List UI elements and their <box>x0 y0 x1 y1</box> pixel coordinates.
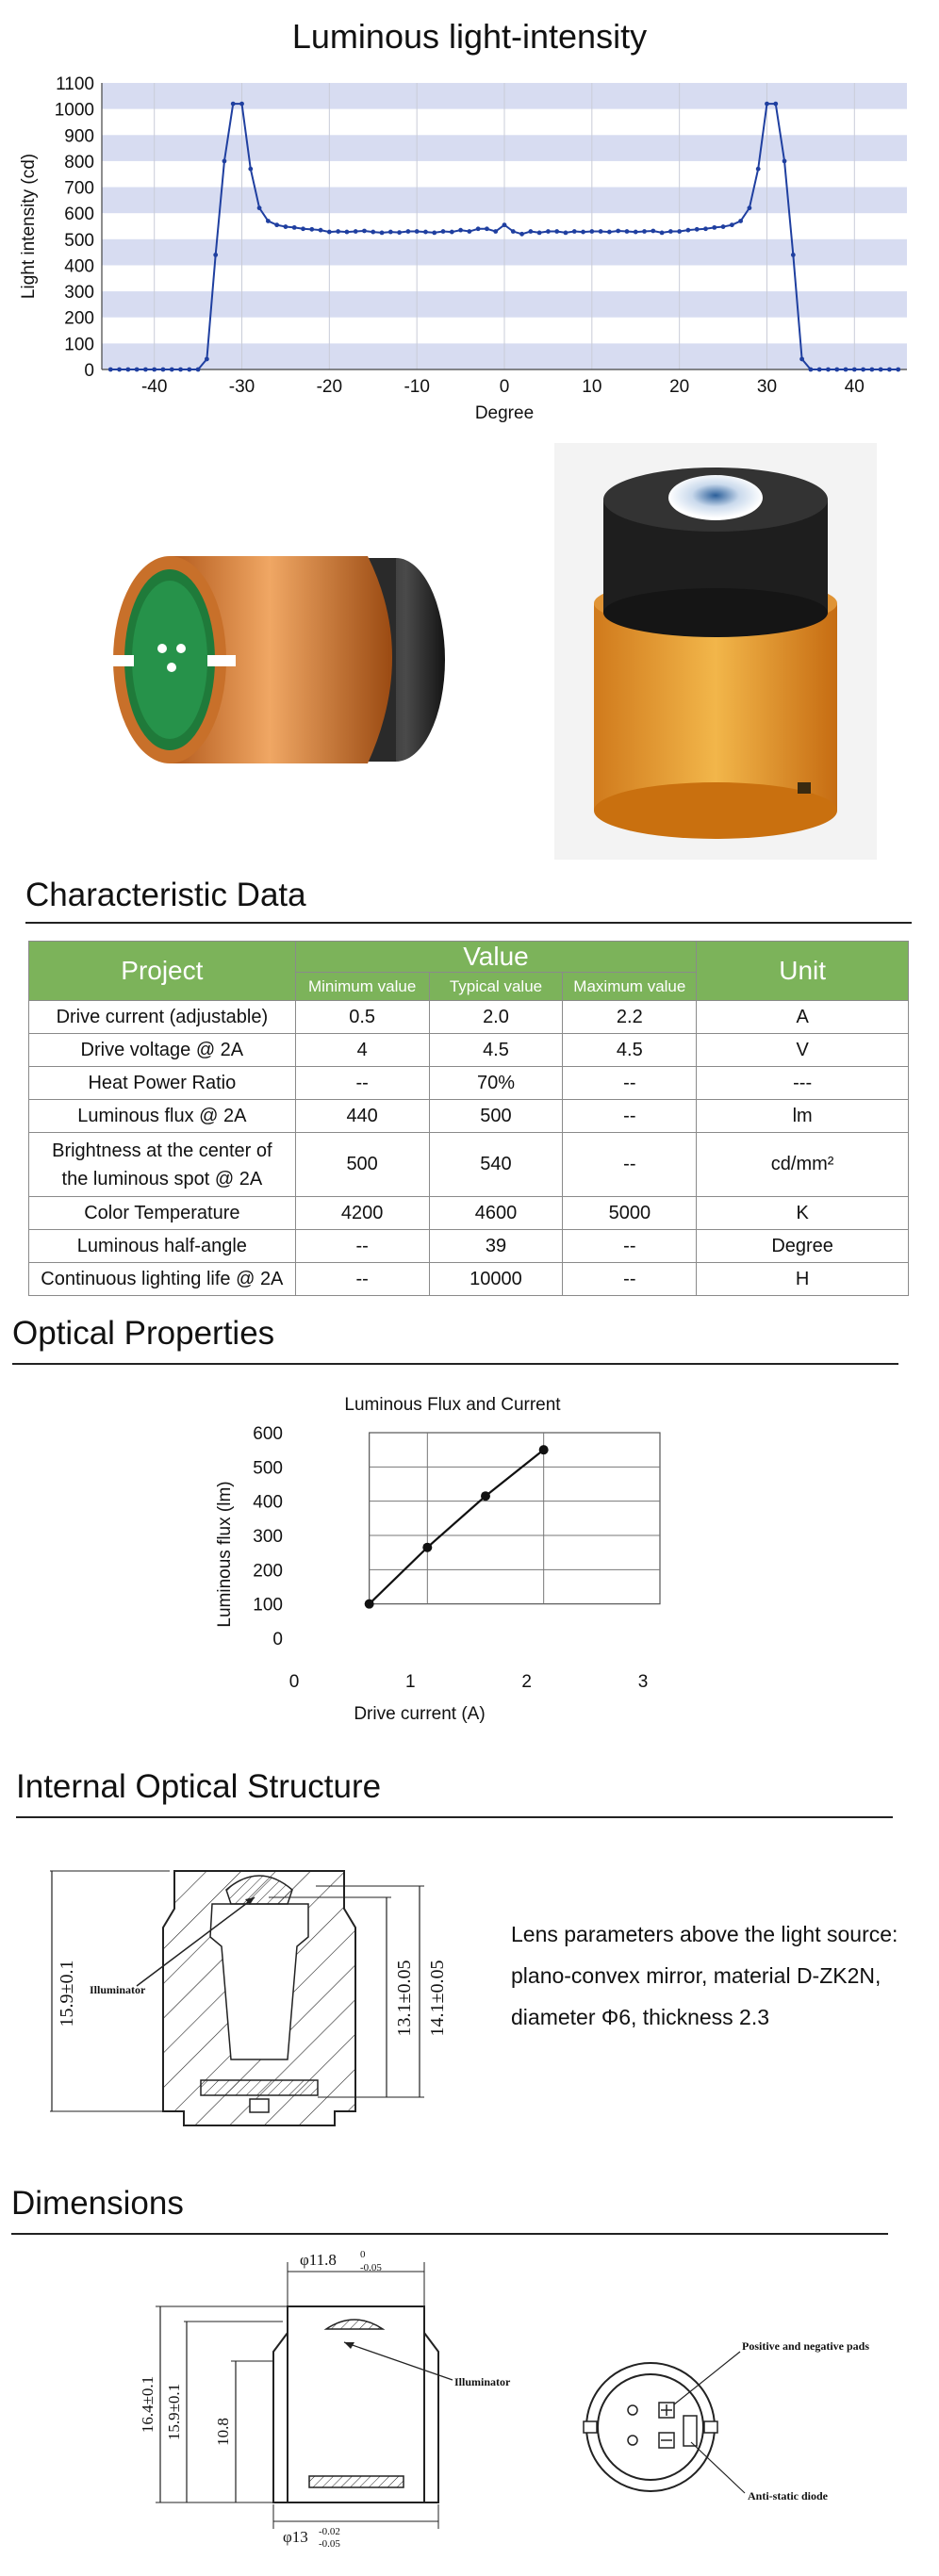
table-row <box>29 1034 909 1067</box>
row-min: 500 <box>295 1133 429 1197</box>
characteristic-heading: Characteristic Data <box>25 877 306 913</box>
intensity-point <box>284 224 288 229</box>
flux-y-tick: 100 <box>253 1595 283 1616</box>
row-min: 4200 <box>295 1197 429 1230</box>
intensity-point <box>405 229 410 234</box>
optical-heading: Optical Properties <box>12 1315 275 1352</box>
row-typ: 39 <box>429 1230 563 1263</box>
intensity-point <box>125 368 130 372</box>
y-tick-label: 700 <box>64 178 94 199</box>
y-tick-label: 1100 <box>56 74 94 94</box>
row-max: 2.2 <box>563 1001 697 1034</box>
row-unit: K <box>697 1197 909 1230</box>
flux-point <box>422 1543 432 1552</box>
intensity-point <box>546 229 551 234</box>
row-max: -- <box>563 1230 697 1263</box>
intensity-point <box>616 229 620 234</box>
intensity-point <box>493 229 498 234</box>
flux-x-axis-label: Drive current (A) <box>354 1704 486 1724</box>
illuminator-label-2: Illuminator <box>454 2375 511 2388</box>
internal-structure-drawing <box>52 1852 467 2135</box>
row-unit: H <box>697 1263 909 1296</box>
optical-rule <box>12 1363 898 1365</box>
table-row <box>29 1197 909 1230</box>
characteristic-table <box>28 941 909 1296</box>
flux-y-tick: 0 <box>272 1630 283 1649</box>
y-tick-label: 0 <box>84 361 94 381</box>
intensity-point <box>826 368 831 372</box>
intensity-point <box>319 228 323 233</box>
row-max: 4.5 <box>563 1034 697 1067</box>
flux-x-tick: 0 <box>288 1672 300 1692</box>
row-name: Continuous lighting life @ 2A <box>29 1263 296 1296</box>
intensity-point <box>668 229 673 234</box>
intensity-point <box>834 368 839 372</box>
y-axis-label: Light intensity (cd) <box>19 153 39 300</box>
table-header-typ: Typical value <box>429 973 563 1001</box>
intensity-point <box>634 230 638 235</box>
flux-y-tick: 300 <box>253 1527 283 1547</box>
intensity-point <box>896 368 900 372</box>
characteristic-rule <box>25 922 912 924</box>
intensity-chart-title: Luminous light-intensity <box>291 17 648 56</box>
intensity-point <box>537 231 542 236</box>
intensity-point <box>257 205 262 210</box>
intensity-point <box>161 368 166 372</box>
table-row <box>29 1067 909 1100</box>
intensity-point <box>380 231 385 236</box>
row-unit: V <box>697 1034 909 1067</box>
row-name: Drive current (adjustable) <box>29 1001 296 1034</box>
x-tick-label: 40 <box>844 377 865 397</box>
intensity-point <box>108 368 113 372</box>
x-tick-label: 30 <box>756 377 778 397</box>
row-unit: Degree <box>697 1230 909 1263</box>
intensity-point <box>554 229 559 234</box>
intensity-point <box>222 159 227 164</box>
row-max: -- <box>563 1100 697 1133</box>
intensity-point <box>476 226 481 231</box>
intensity-point <box>178 368 183 372</box>
table-header-unit: Unit <box>697 942 909 1001</box>
illuminator-label: Illuminator <box>90 1983 146 1996</box>
row-typ: 4600 <box>429 1197 563 1230</box>
intensity-point <box>817 368 822 372</box>
intensity-point <box>458 228 463 233</box>
flux-y-tick: 500 <box>253 1458 283 1479</box>
row-min: 440 <box>295 1100 429 1133</box>
intensity-point <box>721 224 726 229</box>
intensity-point <box>887 368 892 372</box>
intensity-point <box>248 167 253 172</box>
dim-10-8: 10.8 <box>214 2418 232 2446</box>
row-max: -- <box>563 1133 697 1197</box>
intensity-point <box>879 368 883 372</box>
intensity-point <box>511 229 516 234</box>
intensity-point <box>589 229 594 234</box>
internal-heading: Internal Optical Structure <box>16 1768 382 1805</box>
intensity-point <box>196 368 201 372</box>
flux-point <box>539 1445 549 1454</box>
intensity-point <box>327 230 332 235</box>
row-unit: cd/mm² <box>697 1133 909 1197</box>
flux-x-tick: 2 <box>521 1672 532 1692</box>
phi-11-8: φ11.8 <box>300 2251 337 2269</box>
intensity-point <box>572 229 577 234</box>
intensity-point <box>756 167 761 172</box>
intensity-point <box>748 205 752 210</box>
intensity-point <box>799 357 804 362</box>
phi-13: φ13 <box>283 2528 308 2546</box>
table-row <box>29 1100 909 1133</box>
intensity-point <box>170 368 174 372</box>
intensity-point <box>808 368 813 372</box>
row-unit: --- <box>697 1067 909 1100</box>
intensity-point <box>599 229 603 234</box>
row-typ: 2.0 <box>429 1001 563 1034</box>
row-max: -- <box>563 1263 697 1296</box>
x-tick-label: 20 <box>669 377 690 397</box>
intensity-point <box>205 357 209 362</box>
row-unit: lm <box>697 1100 909 1133</box>
intensity-point <box>397 230 402 235</box>
table-row <box>29 1263 909 1296</box>
intensity-point <box>844 368 848 372</box>
flux-x-tick: 3 <box>637 1672 649 1692</box>
table-header-project: Project <box>29 942 296 1001</box>
intensity-point <box>135 368 140 372</box>
intensity-point <box>712 225 717 230</box>
intensity-point <box>738 219 743 223</box>
intensity-point <box>187 368 191 372</box>
y-tick-label: 300 <box>64 283 94 304</box>
flux-chart <box>189 1386 717 1725</box>
intensity-point <box>773 102 778 107</box>
row-name: Luminous half-angle <box>29 1230 296 1263</box>
lens-line-2: plano-convex mirror, material D-ZK2N, <box>511 1963 881 1988</box>
intensity-point <box>625 229 630 234</box>
internal-rule <box>16 1816 893 1818</box>
flux-chart-title: Luminous Flux and Current <box>344 1395 561 1415</box>
row-name: Drive voltage @ 2A <box>29 1034 296 1067</box>
x-tick-label: -40 <box>140 377 168 397</box>
phi-11-8-tol-upper: 0 <box>360 2249 366 2260</box>
intensity-point <box>581 230 585 235</box>
intensity-point <box>415 229 420 234</box>
row-typ: 4.5 <box>429 1034 563 1067</box>
intensity-point <box>467 229 471 234</box>
intensity-point <box>528 229 533 234</box>
flux-point <box>365 1600 374 1609</box>
table-header-min: Minimum value <box>295 973 429 1001</box>
intensity-point <box>274 222 279 227</box>
intensity-point <box>301 226 305 231</box>
lens-line-1: Lens parameters above the light source: <box>511 1922 898 1946</box>
intensity-point <box>765 102 769 107</box>
y-tick-label: 600 <box>64 205 94 225</box>
intensity-point <box>213 253 218 257</box>
intensity-chart <box>0 66 939 443</box>
row-min: -- <box>295 1230 429 1263</box>
flux-y-tick: 400 <box>253 1492 283 1513</box>
row-name: Color Temperature <box>29 1197 296 1230</box>
x-tick-label: -20 <box>316 377 343 397</box>
row-min: 0.5 <box>295 1001 429 1034</box>
intensity-point <box>371 230 375 235</box>
table-header-max: Maximum value <box>563 973 697 1001</box>
flux-series-line <box>370 1450 544 1604</box>
intensity-point <box>485 226 489 231</box>
row-name: Brightness at the center of the luminous spot @ 2A <box>29 1133 296 1197</box>
intensity-point <box>651 229 655 234</box>
intensity-point <box>117 368 122 372</box>
intensity-point <box>782 159 787 164</box>
intensity-point <box>852 368 857 372</box>
dim-16-4: 16.4±0.1 <box>139 2375 156 2434</box>
dimensions-bottom-view-drawing <box>580 2323 938 2540</box>
flux-y-axis-label: Luminous flux (lm) <box>215 1481 235 1628</box>
intensity-point <box>677 229 682 234</box>
dim-15-9: 15.9±0.1 <box>57 1960 77 2027</box>
intensity-point <box>231 102 236 107</box>
row-min: -- <box>295 1067 429 1100</box>
x-tick-label: -30 <box>228 377 255 397</box>
x-tick-label: 0 <box>499 377 510 397</box>
intensity-point <box>703 226 708 231</box>
row-unit: A <box>697 1001 909 1034</box>
dimensions-rule <box>11 2233 888 2235</box>
intensity-point <box>239 102 244 107</box>
intensity-point <box>519 232 524 237</box>
intensity-point <box>450 230 454 235</box>
lens-line-3: diameter Φ6, thickness 2.3 <box>511 2005 770 2029</box>
row-max: -- <box>563 1067 697 1100</box>
intensity-point <box>695 227 700 232</box>
row-typ: 500 <box>429 1100 563 1133</box>
intensity-point <box>336 229 340 234</box>
row-typ: 10000 <box>429 1263 563 1296</box>
x-axis-label: Degree <box>474 403 535 423</box>
table-row <box>29 1001 909 1034</box>
dimensions-side-drawing <box>141 2239 537 2550</box>
flux-plot-frame <box>370 1433 660 1604</box>
product-render-image <box>85 528 481 811</box>
pads-label: Positive and negative pads <box>742 2339 870 2353</box>
flux-point <box>481 1491 490 1501</box>
y-tick-label: 200 <box>64 308 94 329</box>
flux-y-tick: 200 <box>253 1561 283 1582</box>
y-tick-label: 900 <box>64 126 94 147</box>
intensity-point <box>791 253 796 257</box>
table-header-value: Value <box>295 942 697 973</box>
row-max: 5000 <box>563 1197 697 1230</box>
product-photo-image <box>554 443 877 860</box>
intensity-point <box>143 368 148 372</box>
diode-label: Anti-static diode <box>748 2489 828 2502</box>
intensity-point <box>607 230 612 235</box>
intensity-point <box>686 228 691 233</box>
dim-13-1: 13.1±0.05 <box>394 1960 415 2037</box>
intensity-point <box>502 222 507 227</box>
intensity-point <box>423 230 428 235</box>
intensity-point <box>564 231 568 236</box>
row-typ: 540 <box>429 1133 563 1197</box>
y-tick-label: 100 <box>64 335 94 355</box>
intensity-point <box>266 219 271 223</box>
phi-13-tol-upper: -0.02 <box>319 2526 340 2537</box>
y-tick-label: 500 <box>64 230 94 251</box>
lens-parameters-text <box>511 1913 926 2038</box>
table-row <box>29 1133 909 1197</box>
table-row <box>29 1230 909 1263</box>
row-name: Luminous flux @ 2A <box>29 1100 296 1133</box>
flux-y-tick: 600 <box>253 1424 283 1444</box>
x-tick-label: -10 <box>404 377 430 397</box>
intensity-point <box>362 229 367 234</box>
phi-13-tol-lower: -0.05 <box>319 2538 340 2550</box>
intensity-point <box>861 368 865 372</box>
intensity-point <box>345 230 350 235</box>
row-name: Heat Power Ratio <box>29 1067 296 1100</box>
intensity-point <box>354 229 358 234</box>
intensity-point <box>660 231 665 236</box>
intensity-point <box>292 225 297 230</box>
flux-x-tick: 1 <box>405 1672 416 1692</box>
intensity-point <box>432 231 437 236</box>
dim-15-9b: 15.9±0.1 <box>165 2383 183 2441</box>
phi-11-8-tol-lower: -0.05 <box>360 2262 382 2273</box>
intensity-point <box>441 229 446 234</box>
row-min: -- <box>295 1263 429 1296</box>
x-tick-label: 10 <box>582 377 602 397</box>
y-tick-label: 400 <box>64 256 94 277</box>
y-tick-label: 1000 <box>54 100 94 121</box>
intensity-point <box>152 368 156 372</box>
intensity-point <box>388 230 393 235</box>
intensity-point <box>642 229 647 234</box>
intensity-point <box>730 222 734 227</box>
y-tick-label: 800 <box>64 152 94 172</box>
intensity-point <box>869 368 874 372</box>
dimensions-heading: Dimensions <box>11 2185 184 2222</box>
intensity-point <box>309 227 314 232</box>
row-typ: 70% <box>429 1067 563 1100</box>
dim-14-1: 14.1±0.05 <box>427 1960 448 2037</box>
row-min: 4 <box>295 1034 429 1067</box>
